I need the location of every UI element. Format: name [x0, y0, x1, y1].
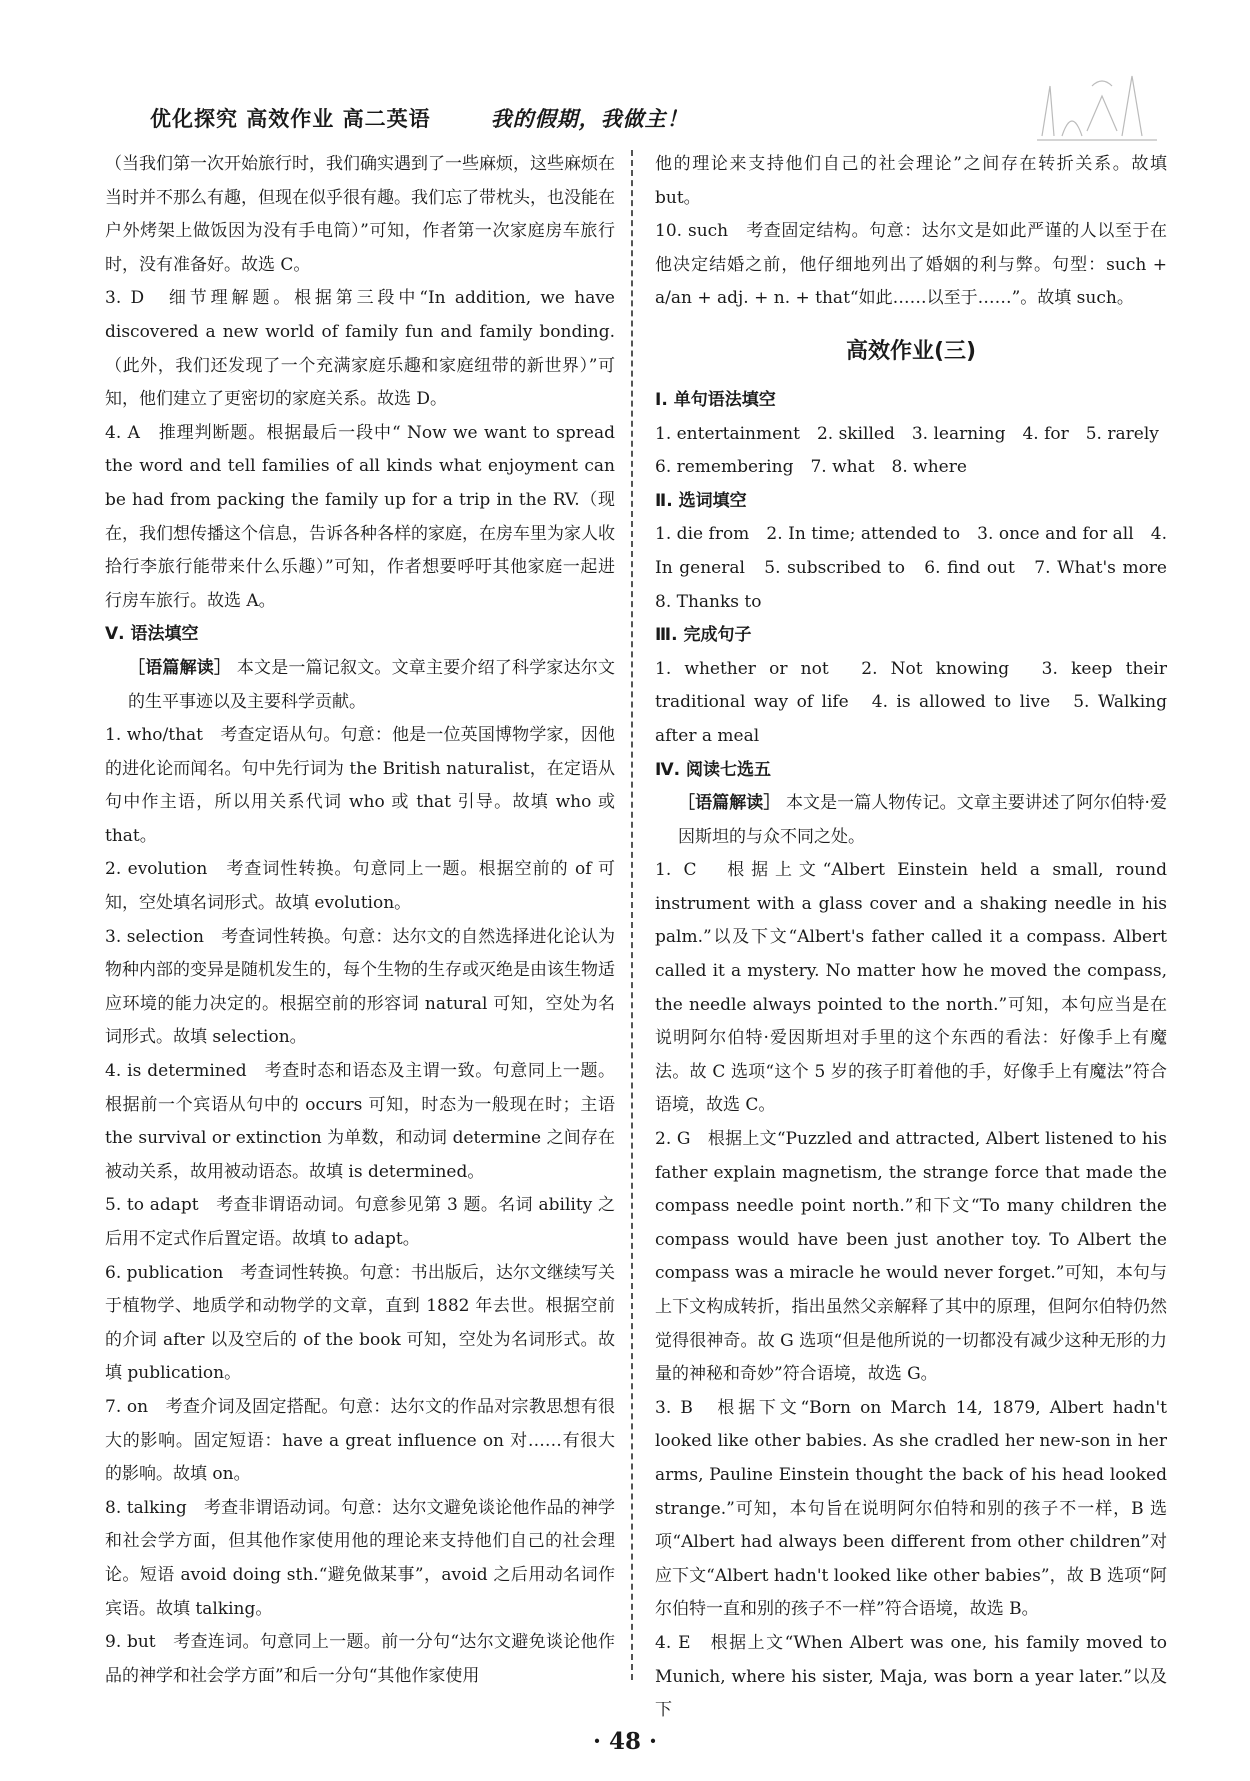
- book-series-title: 优化探究 高效作业 高二英语: [150, 107, 431, 131]
- answer-line: 6. remembering 7. what 8. where: [655, 457, 967, 478]
- answer-item: 4. A 推理判断题。根据最后一段中“ Now we want to spread the word and tell families of all kinds what enjoyment can be had from packing the family up for a trip in the RV.（现在，我们想传播这个信息，告诉各种各样的家庭，在房车里为家人收拾行李旅行能带来什么乐趣）”可知，作者想要呼吁其他家庭一起进行房车旅行。故选 A。: [105, 422, 615, 611]
- section-title: 高效作业(三): [845, 338, 977, 364]
- passage-analysis: [655, 787, 1167, 854]
- answer-item: 6. publication 考查词性转换。句意：书出版后，达尔文继续写关于植物学、地质学和动物学的文章，直到 1882 年去世。根据空前的介词 after 以及空后的 of the book 可知，空处为名词形式。故填 publication。: [105, 1262, 615, 1384]
- page-header: [150, 98, 1160, 138]
- analysis-tag: ［语篇解读］: [128, 657, 232, 678]
- analysis-tag: ［语篇解读］: [678, 793, 781, 814]
- passage-analysis: [105, 652, 615, 719]
- right-column: [655, 148, 1184, 1721]
- answer-item: 7. on 考查介词及固定搭配。句意：达尔文的作品对宗教思想有很大的影响。固定短语：have a great influence on 对……有很大的影响。故填 on。: [105, 1396, 615, 1485]
- column-divider: [631, 150, 633, 1680]
- analysis-text: 本文是一篇记叙文。文章主要介绍了科学家达尔文的生平事迹以及主要科学贡献。: [128, 657, 616, 712]
- section-heading: Ⅲ. 完成句子: [655, 625, 752, 646]
- answer-item: 3. selection 考查词性转换。句意：达尔文的自然选择进化论认为物种内部的变异是随机发生的，每个生物的生存或灭绝是由该生物适应环境的能力决定的。根据空前的形容词 natural 可知，空处为名词形式。故填 selection。: [105, 926, 615, 1048]
- header-slogan: 我的假期，我做主！: [490, 107, 689, 131]
- answer-item: 2. evolution 考查词性转换。句意同上一题。根据空前的 of 可知，空处填名词形式。故填 evolution。: [105, 859, 615, 914]
- page-number: · 48 ·: [592, 1728, 658, 1755]
- answer-item: 4. E 根据上文“When Albert was one, his family moved to Munich, where his sister, Maja, was born a year later.”以及下: [655, 1632, 1167, 1721]
- analysis-text: 本文是一篇人物传记。文章主要讲述了阿尔伯特·爱因斯坦的与众不同之处。: [678, 793, 1167, 847]
- answer-line: 1. entertainment 2. skilled 3. learning 4. for 5. rarely: [655, 423, 1159, 444]
- section-heading: Ⅱ. 选词填空: [655, 490, 747, 511]
- answer-line: 1. die from 2. In time; attended to 3. once and for all 4. In general 5. subscribed to 6. find out 7. What's more 8. Thanks to: [655, 524, 1184, 612]
- answer-item: 1. C 根据上文“Albert Einstein held a small, round instrument with a glass cover and a shaking needle in his palm.”以及下文“Albert's father called it a compass. Albert called it a mystery. No matter how he moved the compass, the needle always pointed to the north.”可知，本句应当是在说明阿尔伯特·爱因斯坦对手里的这个东西的看法：好像手上有魔法。故 C 选项“这个 5 岁的孩子盯着他的手，好像手上有魔法”符合语境，故选 C。: [655, 860, 1167, 1116]
- answer-item: 8. talking 考查非谓语动词。句意：达尔文避免谈论他作品的神学和社会学方面，但其他作家使用他的理论来支持他们自己的社会理论。短语 avoid doing sth.“避免做某事”，avoid 之后用动名词作宾语。故填 talking。: [105, 1497, 615, 1619]
- answer-item: 10. such 考查固定结构。句意：达尔文是如此严谨的人以至于在他决定结婚之前，他仔细地列出了婚姻的利与弊。句型：such + a/an + adj. + n. + that“如此……以至于……”。故填 such。: [655, 221, 1167, 309]
- header-decoration-icon: [1032, 66, 1162, 144]
- answer-item: 4. is determined 考查时态和语态及主谓一致。句意同上一题。根据前一个宾语从句中的 occurs 可知，时态为一般现在时；主语 the survival or extinction 为单数，和动词 determine 之间存在被动关系，故用被动语态。故填 is determined。: [105, 1061, 615, 1182]
- answer-item: 3. D 细节理解题。根据第三段中“In addition, we have discovered a new world of family fun and family bonding.（此外，我们还发现了一个充满家庭乐趣和家庭纽带的新世界）”可知，他们建立了更密切的家庭关系。故选 D。: [105, 288, 615, 410]
- answer-item: 1. who/that 考查定语从句。句意：他是一位英国博物学家，因他的进化论而闻名。句中先行词为 the British naturalist，在定语从句中作主语，所以用关系代词 who 或 that 引导。故填 who 或 that。: [105, 725, 615, 846]
- paragraph: 他的理论来支持他们自己的社会理论”之间存在转折关系。故填 but。: [655, 154, 1167, 208]
- section-heading: Ⅴ. 语法填空: [105, 624, 199, 645]
- paragraph: （当我们第一次开始旅行时，我们确实遇到了一些麻烦，这些麻烦在当时并不那么有趣，但现在似乎很有趣。我们忘了带枕头，也没能在户外烤架上做饭因为没有手电筒）”可知，作者第一次家庭房车旅行时，没有准备好。故选 C。: [105, 154, 615, 275]
- answer-item: 3. B 根据下文“Born on March 14, 1879, Albert hadn't looked like other babies. As she cradled her new-son in her arms, Pauline Einstein thought the back of his head looked strange.”可知，本句旨在说明阿尔伯特和别的孩子不一样，B 选项“Albert had always been different from other children”对应下文“Albert hadn't looked like other babies”，故 B 选项“阿尔伯特一直和别的孩子不一样”符合语境，故选 B。: [655, 1397, 1167, 1620]
- left-column: [105, 148, 616, 1686]
- answer-item: 2. G 根据上文“Puzzled and attracted, Albert listened to his father explain magnetism, the strange force that made the compass needle point north.”和下文“To many children the compass would have been just another toy. To Albert the compass was a miracle he would never forget.”可知，本句与上下文构成转折，指出虽然父亲解释了其中的原理，但阿尔伯特仍然觉得很神奇。故 G 选项“但是他所说的一切都没有减少这种无形的力量的神秘和奇妙”符合语境，故选 G。: [655, 1129, 1167, 1385]
- section-heading: Ⅳ. 阅读七选五: [655, 759, 772, 780]
- answer-item: 9. but 考查连词。句意同上一题。前一分句“达尔文避免谈论他作品的神学和社会学方面”和后一分句“其他作家使用: [105, 1632, 615, 1686]
- answer-line: 1. whether or not 2. Not knowing 3. keep their traditional way of life 4. is allowed to live 5. Walking after a meal: [655, 658, 1167, 746]
- answer-item: 5. to adapt 考查非谓语动词。句意参见第 3 题。名词 ability 之后用不定式作后置定语。故填 to adapt。: [105, 1195, 615, 1249]
- section-heading: Ⅰ. 单句语法填空: [655, 389, 776, 410]
